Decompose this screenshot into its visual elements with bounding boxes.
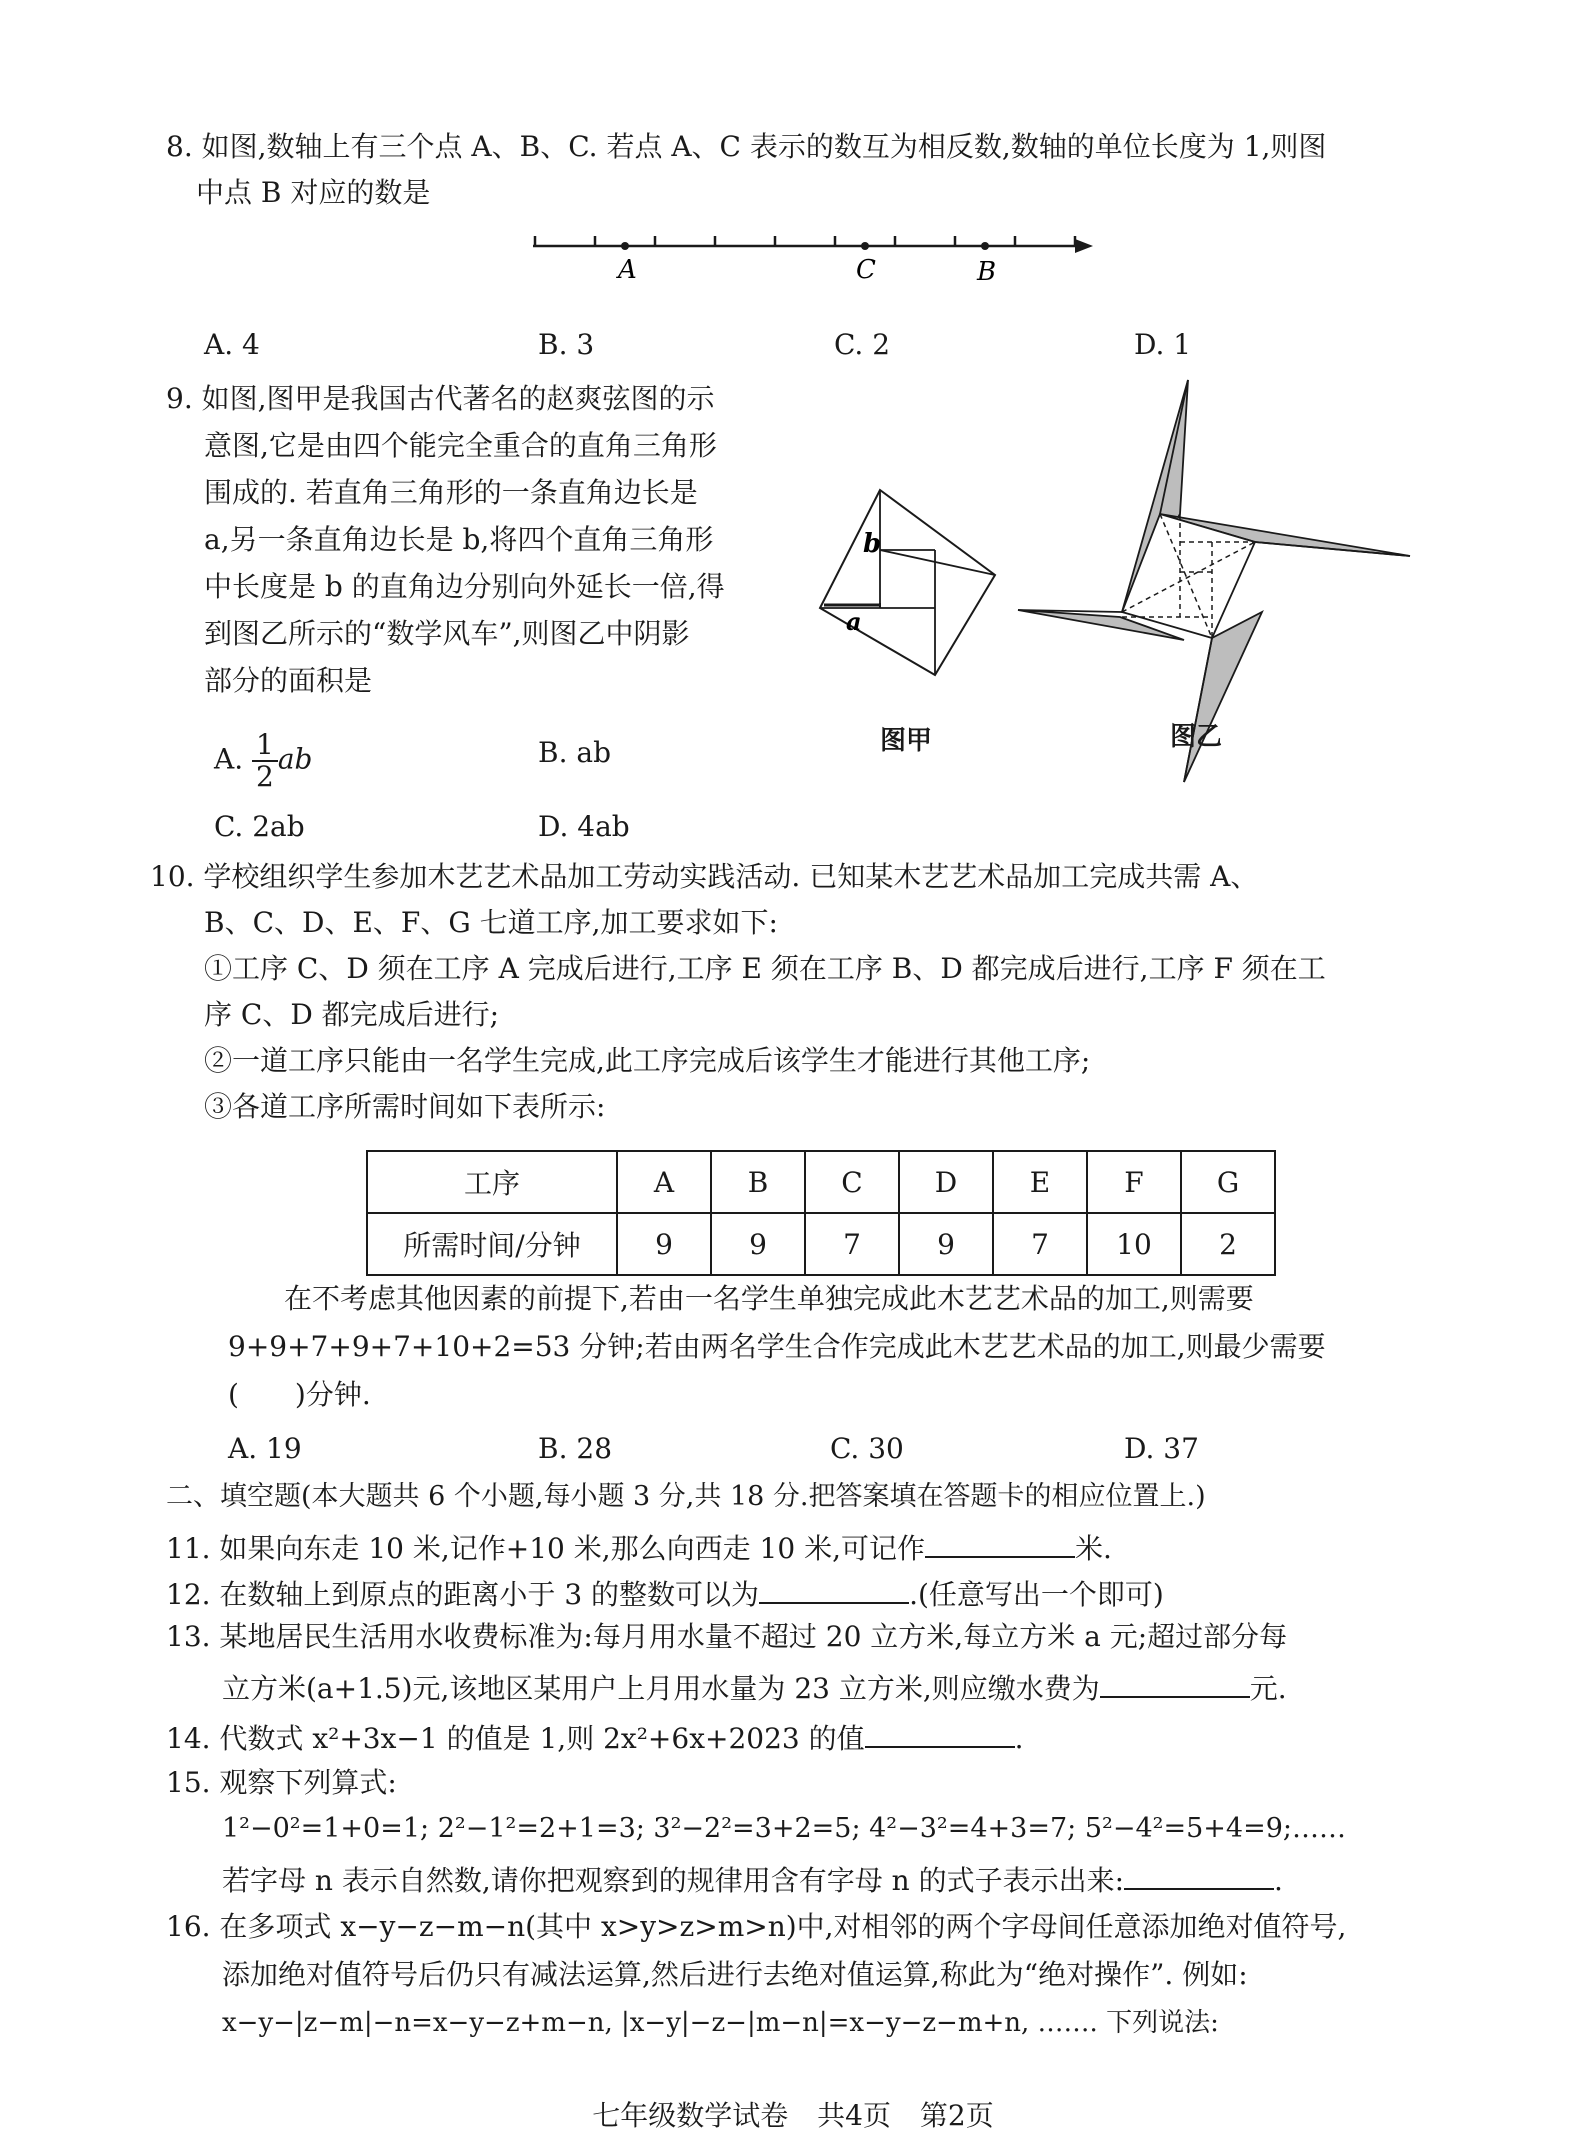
footer-page-number: 第2页: [919, 2099, 994, 2132]
table-cell: 9: [899, 1213, 993, 1275]
q8-line2: 中点 B 对应的数是: [196, 176, 431, 209]
table-row: [367, 1213, 1275, 1275]
fraction-one-half: [252, 730, 278, 792]
q11-answer-blank: [925, 1526, 1075, 1558]
table-header-cell: A: [617, 1151, 711, 1213]
q12-text: 12. 在数轴上到原点的距离小于 3 的整数可以为: [166, 1578, 760, 1611]
page-footer: [0, 2094, 1586, 2134]
q9-option-a: [214, 730, 312, 792]
q14-answer-blank: [865, 1716, 1015, 1748]
q14-text-end: .: [1014, 1722, 1024, 1755]
process-time-table: [366, 1150, 1276, 1276]
q10-rule2: ②一道工序只能由一名学生完成,此工序完成后该学生才能进行其他工序;: [204, 1044, 1091, 1077]
table-cell: 7: [993, 1213, 1087, 1275]
q9-option-c: C. 2ab: [214, 810, 305, 843]
q15-line1: 15. 观察下列算式:: [166, 1766, 397, 1799]
q10-option-a: A. 19: [228, 1432, 302, 1465]
q11-text-end: 米.: [1074, 1532, 1112, 1565]
q15-answer-blank: [1124, 1858, 1274, 1890]
q15-text-end: .: [1274, 1864, 1283, 1897]
table-cell: 2: [1181, 1213, 1275, 1275]
table-cell: 所需时间/分钟: [367, 1213, 617, 1275]
q8-line1: 8. 如图,数轴上有三个点 A、B、C. 若点 A、C 表示的数互为相反数,数轴的单位长度为 1,则图: [166, 130, 1327, 163]
q10-rule1-line2: 序 C、D 都完成后进行;: [204, 998, 500, 1031]
q13-answer-blank: [1100, 1666, 1250, 1698]
q12-answer-blank: [759, 1572, 909, 1604]
q11-text: 11. 如果向东走 10 米,记作+10 米,那么向西走 10 米,可记作: [166, 1532, 925, 1565]
table-header-cell: C: [805, 1151, 899, 1213]
q10-line2: B、C、D、E、F、G 七道工序,加工要求如下:: [204, 906, 778, 939]
table-header-cell: 工序: [367, 1151, 617, 1213]
q9-option-a-suffix: ab: [277, 742, 313, 776]
footer-total-pages: 共4页: [817, 2099, 891, 2132]
q9-option-d: D. 4ab: [538, 810, 630, 843]
fig-jia-label-b: b: [863, 529, 882, 559]
q8-option-b: B. 3: [538, 328, 595, 361]
table-cell: 7: [805, 1213, 899, 1275]
q10-after-line1: 在不考虑其他因素的前提下,若由一名学生单独完成此木艺艺术品的加工,则需要: [284, 1282, 1254, 1315]
table-header-cell: E: [993, 1151, 1087, 1213]
q13-line1: 13. 某地居民生活用水收费标准为:每月用水量不超过 20 立方米,每立方米 a 元;超过部分每: [166, 1620, 1288, 1653]
fig-jia-label-a: a: [846, 607, 862, 636]
q16-line3: x−y−|z−m|−n=x−y−z+m−n, |x−y|−z−|m−n|=x−y−z−m+n, ……. 下列说法:: [222, 2008, 1219, 2038]
q9-line2: 意图,它是由四个能完全重合的直角三角形: [204, 429, 717, 462]
q9-line3: 围成的. 若直角三角形的一条直角边长是: [204, 476, 698, 509]
q9-line5: 中长度是 b 的直角边分别向外延长一倍,得: [204, 570, 725, 603]
q8-option-a: A. 4: [204, 328, 260, 361]
q16-line1: 16. 在多项式 x−y−z−m−n(其中 x>y>z>m>n)中,对相邻的两个字母间任意添加绝对值符号,: [166, 1910, 1347, 1943]
q13-text-end: 元.: [1249, 1672, 1287, 1705]
q15-line3: [222, 1858, 1283, 1900]
q14: [166, 1716, 1024, 1758]
q12-text-end: .(任意写出一个即可): [909, 1578, 1164, 1611]
q13-line2: [222, 1666, 1287, 1708]
point-c-label: C: [856, 255, 876, 285]
fraction-numerator: 1: [252, 730, 278, 762]
table-cell: 9: [617, 1213, 711, 1275]
point-b-label: B: [977, 257, 997, 287]
number-line-figure: [525, 222, 1105, 292]
q10-option-c: C. 30: [830, 1432, 904, 1465]
q10-after-line3: ( )分钟.: [228, 1378, 371, 1411]
section-fill-in-title: 二、填空题(本大题共 6 个小题,每小题 3 分,共 18 分.把答案填在答题卡的相应位置上.): [166, 1481, 1206, 1512]
point-a-label: A: [618, 255, 637, 285]
table-cell: 9: [711, 1213, 805, 1275]
q15-text: 若字母 n 表示自然数,请你把观察到的规律用含有字母 n 的式子表示出来:: [222, 1864, 1125, 1897]
figure-jia-caption: 图甲: [880, 726, 933, 756]
figure-yi-caption: 图乙: [1170, 722, 1223, 752]
q16-line2: 添加绝对值符号后仍只有减法运算,然后进行去绝对值运算,称此为“绝对操作”. 例如:: [222, 1958, 1248, 1991]
q10-option-d: D. 37: [1124, 1432, 1199, 1465]
footer-exam-title: 七年级数学试卷: [592, 2099, 789, 2132]
q10-option-b: B. 28: [538, 1432, 613, 1465]
q8-option-d: D. 1: [1134, 328, 1192, 361]
q12: [166, 1572, 1164, 1614]
figure-jia: [810, 480, 1030, 690]
table-row: [367, 1151, 1275, 1213]
q10-rule3: ③各道工序所需时间如下表所示:: [204, 1090, 606, 1123]
table-header-cell: G: [1181, 1151, 1275, 1213]
q11: [166, 1526, 1112, 1568]
fraction-denominator: 2: [256, 760, 274, 793]
q10-after-line2: 9+9+7+9+7+10+2=53 分钟;若由两名学生合作完成此木艺艺术品的加工,则最少需要: [228, 1330, 1326, 1363]
q14-text: 14. 代数式 x²+3x−1 的值是 1,则 2x²+6x+2023 的值: [166, 1722, 865, 1755]
q10-rule1-line1: ①工序 C、D 须在工序 A 完成后进行,工序 E 须在工序 B、D 都完成后进行,工序 F 须在工: [204, 952, 1326, 985]
table-cell: 10: [1087, 1213, 1181, 1275]
q10-line1: 10. 学校组织学生参加木艺艺术品加工劳动实践活动. 已知某木艺艺术品加工完成共需 A、: [150, 860, 1259, 893]
q9-line7: 部分的面积是: [204, 664, 373, 697]
table-header-cell: F: [1087, 1151, 1181, 1213]
q9-line4: a,另一条直角边长是 b,将四个直角三角形: [204, 523, 714, 556]
q9-line1: 9. 如图,图甲是我国古代著名的赵爽弦图的示: [166, 382, 715, 415]
q9-line6: 到图乙所示的“数学风车”,则图乙中阴影: [204, 617, 690, 650]
q13-text: 立方米(a+1.5)元,该地区某用户上月用水量为 23 立方米,则应缴水费为: [222, 1672, 1100, 1705]
q9-option-b: B. ab: [538, 736, 611, 769]
q9-option-a-prefix: A.: [214, 742, 244, 776]
q15-line2: 1²−0²=1+0=1; 2²−1²=2+1=3; 3²−2²=3+2=5; 4²−3²=4+3=7; 5²−4²=5+4=9;……: [222, 1813, 1346, 1844]
table-header-cell: D: [899, 1151, 993, 1213]
q8-option-c: C. 2: [834, 328, 891, 361]
table-header-cell: B: [711, 1151, 805, 1213]
